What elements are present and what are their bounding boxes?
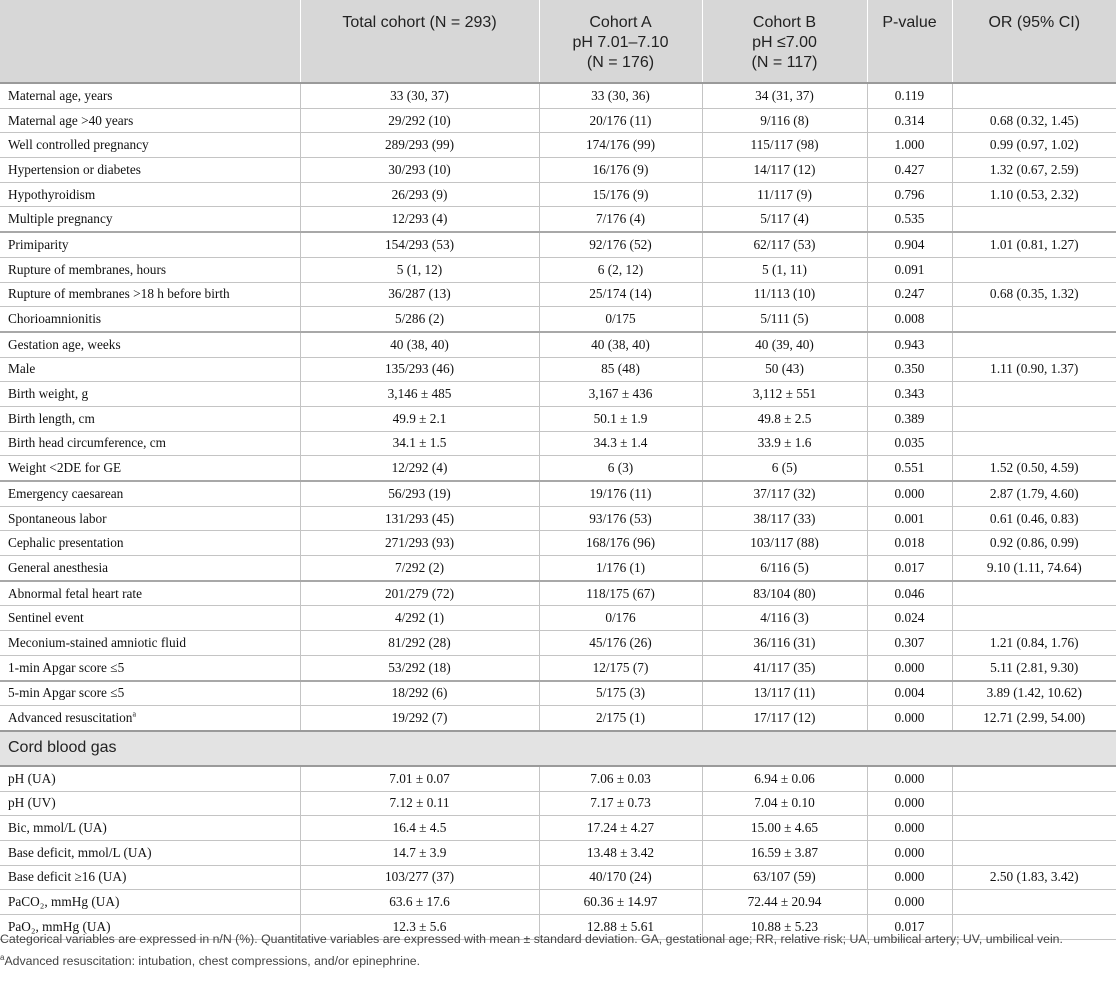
table-cell: 103/277 (37) xyxy=(300,865,539,890)
table-cell: 20/176 (11) xyxy=(539,108,702,133)
row-label: Spontaneous labor xyxy=(8,510,107,526)
table-cell: 5/117 (4) xyxy=(702,207,867,232)
table-cell: 0.68 (0.35, 1.32) xyxy=(952,282,1116,307)
table-cell: 168/176 (96) xyxy=(539,531,702,556)
row-label: Birth head circumference, cm xyxy=(8,435,167,451)
table-cell xyxy=(952,332,1116,357)
table-cell: 60.36 ± 14.97 xyxy=(539,890,702,915)
row-label: Rupture of membranes, hours xyxy=(8,261,167,277)
table-cell: 81/292 (28) xyxy=(300,631,539,656)
row-label-cell xyxy=(0,706,300,731)
section-title: Cord blood gas xyxy=(0,731,1116,766)
table-cell: 0.99 (0.97, 1.02) xyxy=(952,133,1116,158)
table-cell: 11/113 (10) xyxy=(702,282,867,307)
table-cell xyxy=(952,581,1116,606)
table-row xyxy=(0,133,1116,158)
table-cell: 6 (5) xyxy=(702,456,867,481)
table-cell: 12.3 ± 5.6 xyxy=(300,915,539,940)
table-cell xyxy=(952,257,1116,282)
row-label-cell xyxy=(0,556,300,581)
table-cell: 5/175 (3) xyxy=(539,681,702,706)
table-cell: 115/117 (98) xyxy=(702,133,867,158)
row-label-cell xyxy=(0,257,300,282)
row-label: Hypertension or diabetes xyxy=(8,161,141,177)
row-label: Bic, mmol/L (UA) xyxy=(8,820,107,836)
table-cell xyxy=(952,816,1116,841)
row-label-cell xyxy=(0,681,300,706)
table-row xyxy=(0,207,1116,232)
table-cell: 12/293 (4) xyxy=(300,207,539,232)
table-cell: 40 (38, 40) xyxy=(539,332,702,357)
row-label-cell xyxy=(0,382,300,407)
header-line: Cohort B xyxy=(752,14,817,31)
row-label: Primiparity xyxy=(8,236,69,252)
table-cell xyxy=(952,406,1116,431)
table-cell: 62/117 (53) xyxy=(702,232,867,257)
table-cell: 6.94 ± 0.06 xyxy=(702,766,867,791)
table-cell: 9.10 (1.11, 74.64) xyxy=(952,556,1116,581)
table-cell: 2.87 (1.79, 4.60) xyxy=(952,481,1116,506)
table-cell: 7.04 ± 0.10 xyxy=(702,791,867,816)
row-label: Maternal age, years xyxy=(8,87,113,103)
row-label-cell xyxy=(0,865,300,890)
table-cell: 1/176 (1) xyxy=(539,556,702,581)
header-line: Total cohort (N = 293) xyxy=(342,14,497,31)
table-row xyxy=(0,481,1116,506)
table-cell: 7/176 (4) xyxy=(539,207,702,232)
table-cell: 2/175 (1) xyxy=(539,706,702,731)
table-cell: 0.017 xyxy=(867,556,952,581)
table-header xyxy=(0,0,1116,83)
header-cell xyxy=(702,0,867,83)
row-label: Maternal age >40 years xyxy=(8,112,134,128)
table-cell: 85 (48) xyxy=(539,357,702,382)
header-cell xyxy=(300,0,539,83)
table-cell: 0.943 xyxy=(867,332,952,357)
table-row xyxy=(0,108,1116,133)
table-cell: 14/117 (12) xyxy=(702,158,867,183)
table-cell: 56/293 (19) xyxy=(300,481,539,506)
row-label: Weight <2DE for GE xyxy=(8,460,122,476)
table-cell: 3,146 ± 485 xyxy=(300,382,539,407)
row-label-cell xyxy=(0,655,300,680)
footnote-ref: a xyxy=(132,709,136,719)
table-row xyxy=(0,282,1116,307)
row-label-cell xyxy=(0,282,300,307)
row-label: Male xyxy=(8,361,36,377)
table-cell: 135/293 (46) xyxy=(300,357,539,382)
table-cell: 0.314 xyxy=(867,108,952,133)
table-cell: 50 (43) xyxy=(702,357,867,382)
table-cell: 0.119 xyxy=(867,83,952,108)
table-cell: 0.017 xyxy=(867,915,952,940)
table-row xyxy=(0,631,1116,656)
table-row xyxy=(0,382,1116,407)
table-cell: 7/292 (2) xyxy=(300,556,539,581)
table-cell xyxy=(952,382,1116,407)
row-label-cell xyxy=(0,158,300,183)
table-cell xyxy=(952,307,1116,332)
table-cell: 0.427 xyxy=(867,158,952,183)
table-cell: 34.3 ± 1.4 xyxy=(539,431,702,456)
table-cell: 0.247 xyxy=(867,282,952,307)
table-cell: 0.000 xyxy=(867,481,952,506)
table-cell: 40 (39, 40) xyxy=(702,332,867,357)
table-cell: 6/116 (5) xyxy=(702,556,867,581)
table-cell: 0.796 xyxy=(867,182,952,207)
table-row xyxy=(0,556,1116,581)
table-cell: 131/293 (45) xyxy=(300,506,539,531)
notes-main: Categorical variables are expressed in n/N (%). Quantitative variables are expressed with mean ± standard deviation. GA, gestational age; RR, relative risk; UA, umbilical artery; UV, umbilical vein. xyxy=(0,932,1063,946)
table-cell: 2.50 (1.83, 3.42) xyxy=(952,865,1116,890)
row-label: Multiple pregnancy xyxy=(8,211,113,227)
header-line: pH ≤7.00 xyxy=(752,34,817,51)
table-cell: 7.12 ± 0.11 xyxy=(300,791,539,816)
table-notes xyxy=(0,930,1110,970)
table-cell: 13.48 ± 3.42 xyxy=(539,840,702,865)
header-line: pH 7.01–7.10 xyxy=(572,34,669,51)
table-row xyxy=(0,681,1116,706)
table-cell: 33 (30, 36) xyxy=(539,83,702,108)
row-label-cell xyxy=(0,631,300,656)
table-cell: 4/116 (3) xyxy=(702,606,867,631)
table-row xyxy=(0,357,1116,382)
table-cell: 12/175 (7) xyxy=(539,655,702,680)
table-cell: 19/176 (11) xyxy=(539,481,702,506)
table-row xyxy=(0,890,1116,915)
header-line: OR (95% CI) xyxy=(988,14,1081,31)
table-cell: 0.000 xyxy=(867,840,952,865)
row-label-cell xyxy=(0,766,300,791)
row-label-cell xyxy=(0,816,300,841)
row-label-cell xyxy=(0,581,300,606)
table-cell: 40 (38, 40) xyxy=(300,332,539,357)
table-cell: 63.6 ± 17.6 xyxy=(300,890,539,915)
table-cell: 0.091 xyxy=(867,257,952,282)
row-label: PaO₂, mmHg (UA) xyxy=(8,918,111,934)
table-cell: 16/176 (9) xyxy=(539,158,702,183)
row-label-cell xyxy=(0,840,300,865)
table-row xyxy=(0,655,1116,680)
table-cell: 7.01 ± 0.07 xyxy=(300,766,539,791)
row-label: Meconium-stained amniotic fluid xyxy=(8,634,186,650)
table-cell: 0.001 xyxy=(867,506,952,531)
table-cell: 40/170 (24) xyxy=(539,865,702,890)
row-label-cell xyxy=(0,232,300,257)
table-cell: 49.8 ± 2.5 xyxy=(702,406,867,431)
table-row xyxy=(0,83,1116,108)
table-cell: 41/117 (35) xyxy=(702,655,867,680)
table-cell: 5 (1, 11) xyxy=(702,257,867,282)
row-label: pH (UA) xyxy=(8,770,56,786)
row-label: General anesthesia xyxy=(8,559,109,575)
table-row xyxy=(0,158,1116,183)
row-label: Sentinel event xyxy=(8,610,84,626)
table-cell: 50.1 ± 1.9 xyxy=(539,406,702,431)
table-cell: 16.4 ± 4.5 xyxy=(300,816,539,841)
table-row xyxy=(0,257,1116,282)
table-cell: 38/117 (33) xyxy=(702,506,867,531)
row-label-cell xyxy=(0,890,300,915)
table-cell: 103/117 (88) xyxy=(702,531,867,556)
table-cell: 7.17 ± 0.73 xyxy=(539,791,702,816)
footnote xyxy=(0,952,1110,970)
table-cell: 5 (1, 12) xyxy=(300,257,539,282)
section-row xyxy=(0,731,1116,766)
table-cell: 5/111 (5) xyxy=(702,307,867,332)
table-cell: 12.71 (2.99, 54.00) xyxy=(952,706,1116,731)
row-label-cell xyxy=(0,83,300,108)
table-cell: 0.000 xyxy=(867,816,952,841)
table-cell: 33 (30, 37) xyxy=(300,83,539,108)
row-label: Base deficit ≥16 (UA) xyxy=(8,869,127,885)
table-cell: 26/293 (9) xyxy=(300,182,539,207)
table-cell: 0.000 xyxy=(867,706,952,731)
table-cell: 83/104 (80) xyxy=(702,581,867,606)
row-label: 5-min Apgar score ≤5 xyxy=(8,685,125,701)
table-cell: 0.000 xyxy=(867,865,952,890)
table-cell: 1.52 (0.50, 4.59) xyxy=(952,456,1116,481)
table-cell: 3,112 ± 551 xyxy=(702,382,867,407)
table-cell: 36/287 (13) xyxy=(300,282,539,307)
header-row xyxy=(0,0,1116,83)
row-label: 1-min Apgar score ≤5 xyxy=(8,659,125,675)
table-row xyxy=(0,332,1116,357)
row-label-cell xyxy=(0,791,300,816)
table-cell: 11/117 (9) xyxy=(702,182,867,207)
table-cell: 18/292 (6) xyxy=(300,681,539,706)
header-line: (N = 117) xyxy=(751,54,818,71)
table-cell: 1.01 (0.81, 1.27) xyxy=(952,232,1116,257)
table-cell: 0.046 xyxy=(867,581,952,606)
table-cell: 12/292 (4) xyxy=(300,456,539,481)
table-cell: 5/286 (2) xyxy=(300,307,539,332)
table-cell: 6 (3) xyxy=(539,456,702,481)
row-label-cell xyxy=(0,431,300,456)
header-line: (N = 176) xyxy=(586,54,655,71)
table-cell: 0.389 xyxy=(867,406,952,431)
header-cell xyxy=(952,0,1116,83)
table-row xyxy=(0,406,1116,431)
table-cell: 33.9 ± 1.6 xyxy=(702,431,867,456)
table-cell: 174/176 (99) xyxy=(539,133,702,158)
table-row xyxy=(0,506,1116,531)
header-cell xyxy=(867,0,952,83)
table-cell: 0.000 xyxy=(867,766,952,791)
row-label: Base deficit, mmol/L (UA) xyxy=(8,844,152,860)
table-row xyxy=(0,307,1116,332)
row-label-cell xyxy=(0,531,300,556)
table-cell: 14.7 ± 3.9 xyxy=(300,840,539,865)
table-cell xyxy=(952,207,1116,232)
table-cell: 3.89 (1.42, 10.62) xyxy=(952,681,1116,706)
table-cell: 1.000 xyxy=(867,133,952,158)
row-label: PaCO₂, mmHg (UA) xyxy=(8,894,120,910)
table-row xyxy=(0,706,1116,731)
table-row xyxy=(0,232,1116,257)
table-cell: 289/293 (99) xyxy=(300,133,539,158)
table-cell: 0.551 xyxy=(867,456,952,481)
table-cell: 1.10 (0.53, 2.32) xyxy=(952,182,1116,207)
row-label: Birth length, cm xyxy=(8,410,95,426)
table-cell xyxy=(952,431,1116,456)
table-cell: 63/107 (59) xyxy=(702,865,867,890)
table-cell: 0.535 xyxy=(867,207,952,232)
table-cell: 17.24 ± 4.27 xyxy=(539,816,702,841)
table-cell: 0.92 (0.86, 0.99) xyxy=(952,531,1116,556)
row-label-cell xyxy=(0,481,300,506)
table-cell: 0.350 xyxy=(867,357,952,382)
table-cell xyxy=(952,840,1116,865)
table-cell: 0.008 xyxy=(867,307,952,332)
row-label: Abnormal fetal heart rate xyxy=(8,585,143,601)
row-label: Cephalic presentation xyxy=(8,535,124,551)
table-cell: 0.004 xyxy=(867,681,952,706)
table-cell: 10.88 ± 5.23 xyxy=(702,915,867,940)
table-cell: 25/174 (14) xyxy=(539,282,702,307)
table-cell: 5.11 (2.81, 9.30) xyxy=(952,655,1116,680)
table-cell: 3,167 ± 436 xyxy=(539,382,702,407)
table-cell xyxy=(952,606,1116,631)
table-cell: 0.68 (0.32, 1.45) xyxy=(952,108,1116,133)
table-cell: 37/117 (32) xyxy=(702,481,867,506)
row-label-cell xyxy=(0,606,300,631)
table-cell: 4/292 (1) xyxy=(300,606,539,631)
table-cell: 0.000 xyxy=(867,655,952,680)
table-cell: 49.9 ± 2.1 xyxy=(300,406,539,431)
table-cell xyxy=(952,83,1116,108)
header-line: P-value xyxy=(882,14,937,31)
row-label-cell xyxy=(0,506,300,531)
row-label-cell xyxy=(0,357,300,382)
table-cell: 34.1 ± 1.5 xyxy=(300,431,539,456)
table-cell: 72.44 ± 20.94 xyxy=(702,890,867,915)
row-label-cell xyxy=(0,182,300,207)
row-label-cell xyxy=(0,133,300,158)
row-label: Chorioamnionitis xyxy=(8,311,102,327)
table-row xyxy=(0,766,1116,791)
table-cell: 15.00 ± 4.65 xyxy=(702,816,867,841)
table-cell: 45/176 (26) xyxy=(539,631,702,656)
table-row xyxy=(0,531,1116,556)
table-cell: 0.904 xyxy=(867,232,952,257)
table-cell: 0.024 xyxy=(867,606,952,631)
row-label: Hypothyroidism xyxy=(8,186,96,202)
table-cell: 15/176 (9) xyxy=(539,182,702,207)
table-body xyxy=(0,83,1116,939)
row-label: Gestation age, weeks xyxy=(8,336,121,352)
table-cell: 0.61 (0.46, 0.83) xyxy=(952,506,1116,531)
table-cell: 0/175 xyxy=(539,307,702,332)
row-label-cell xyxy=(0,406,300,431)
table-cell: 1.32 (0.67, 2.59) xyxy=(952,158,1116,183)
table-cell: 0.035 xyxy=(867,431,952,456)
table-row xyxy=(0,816,1116,841)
row-label-cell xyxy=(0,307,300,332)
table-cell: 0.307 xyxy=(867,631,952,656)
row-label: Emergency caesarean xyxy=(8,485,124,501)
row-label-cell xyxy=(0,108,300,133)
row-label-cell xyxy=(0,207,300,232)
table-row xyxy=(0,182,1116,207)
table-row xyxy=(0,431,1116,456)
table-cell: 92/176 (52) xyxy=(539,232,702,257)
row-label: Well controlled pregnancy xyxy=(8,137,149,153)
footnote-text: Advanced resuscitation: intubation, chest compressions, and/or epinephrine. xyxy=(4,954,421,968)
footnote-mark: a xyxy=(0,952,5,962)
header-cell xyxy=(539,0,702,83)
table-row xyxy=(0,581,1116,606)
table-cell: 13/117 (11) xyxy=(702,681,867,706)
table-cell: 53/292 (18) xyxy=(300,655,539,680)
table-cell: 36/116 (31) xyxy=(702,631,867,656)
table-cell: 6 (2, 12) xyxy=(539,257,702,282)
table-cell: 0/176 xyxy=(539,606,702,631)
table-cell: 0.000 xyxy=(867,890,952,915)
table-cell: 12.88 ± 5.61 xyxy=(539,915,702,940)
table-cell: 118/175 (67) xyxy=(539,581,702,606)
table-cell: 93/176 (53) xyxy=(539,506,702,531)
table-cell: 30/293 (10) xyxy=(300,158,539,183)
table-cell: 9/116 (8) xyxy=(702,108,867,133)
table-cell: 154/293 (53) xyxy=(300,232,539,257)
table-cell xyxy=(952,791,1116,816)
table-cell: 0.000 xyxy=(867,791,952,816)
row-label: Rupture of membranes >18 h before birth xyxy=(8,286,230,302)
table-cell: 34 (31, 37) xyxy=(702,83,867,108)
table-cell: 7.06 ± 0.03 xyxy=(539,766,702,791)
table-row xyxy=(0,791,1116,816)
row-label-cell xyxy=(0,332,300,357)
row-label: Birth weight, g xyxy=(8,386,89,402)
table-cell: 0.343 xyxy=(867,382,952,407)
row-label: pH (UV) xyxy=(8,795,56,811)
table-row xyxy=(0,606,1116,631)
table-cell xyxy=(952,766,1116,791)
row-label: Advanced resuscitation xyxy=(8,710,133,726)
table-cell: 1.21 (0.84, 1.76) xyxy=(952,631,1116,656)
table-cell: 29/292 (10) xyxy=(300,108,539,133)
table-row xyxy=(0,840,1116,865)
table-cell: 201/279 (72) xyxy=(300,581,539,606)
table-cell: 0.018 xyxy=(867,531,952,556)
table-row xyxy=(0,865,1116,890)
header-cell-variable xyxy=(0,0,300,83)
table-cell: 16.59 ± 3.87 xyxy=(702,840,867,865)
table-cell xyxy=(952,890,1116,915)
table-cell: 1.11 (0.90, 1.37) xyxy=(952,357,1116,382)
table-row xyxy=(0,456,1116,481)
header-line: Cohort A xyxy=(589,14,652,31)
table-cell: 17/117 (12) xyxy=(702,706,867,731)
row-label-cell xyxy=(0,456,300,481)
table-cell: 271/293 (93) xyxy=(300,531,539,556)
table-cell: 19/292 (7) xyxy=(300,706,539,731)
